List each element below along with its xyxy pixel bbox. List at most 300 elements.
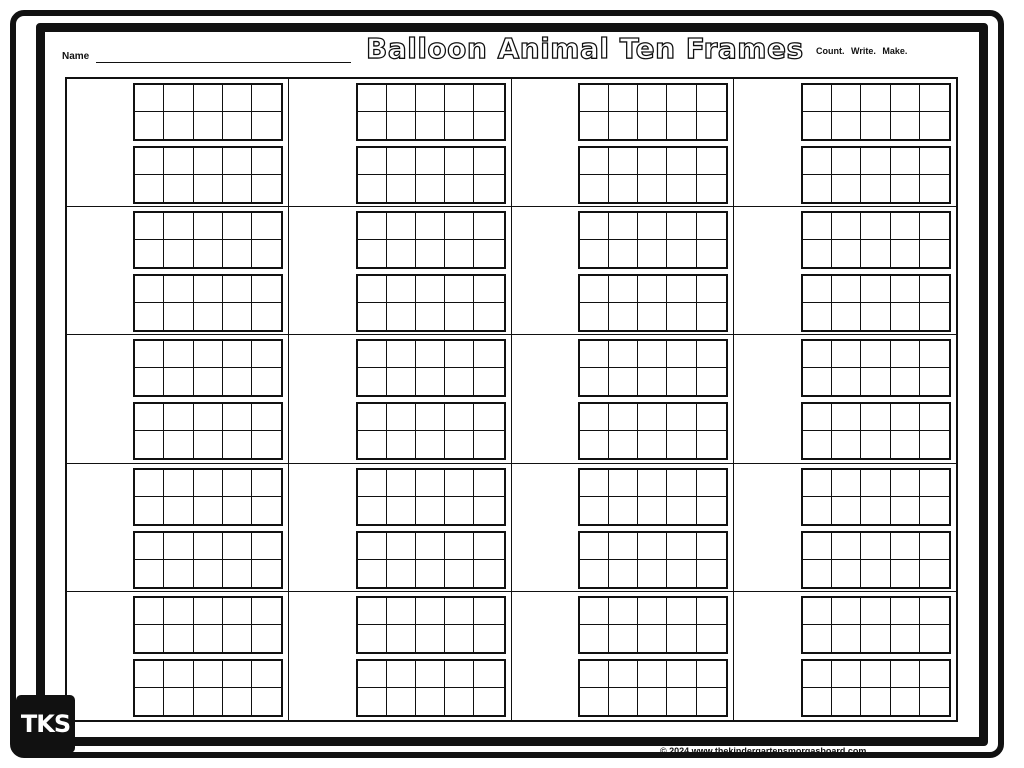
ten-frame-box (387, 240, 416, 267)
ten-frame-box (638, 560, 667, 587)
ten-frame-box (667, 368, 696, 395)
ten-frame (801, 531, 951, 589)
ten-frame-box (445, 431, 474, 458)
grid-cell (289, 207, 511, 335)
ten-frame-box (194, 368, 223, 395)
ten-frame-box (803, 368, 832, 395)
ten-frame-box (667, 598, 696, 625)
ten-frame-box (164, 497, 193, 524)
ten-frame-box (667, 404, 696, 431)
ten-frame-pair (801, 468, 951, 589)
ten-frame (133, 83, 283, 141)
ten-frame-box (135, 175, 164, 202)
ten-frame-box (387, 341, 416, 368)
ten-frame-box (194, 497, 223, 524)
ten-frame-box (920, 560, 949, 587)
ten-frame-box (223, 148, 252, 175)
ten-frame-box (832, 148, 861, 175)
ten-frame-box (223, 112, 252, 139)
ten-frame-box (891, 598, 920, 625)
ten-frame-pair (133, 339, 283, 460)
ten-frame-box (667, 560, 696, 587)
ten-frame-box (416, 276, 445, 303)
ten-frame-box (580, 276, 609, 303)
ten-frame-box (416, 341, 445, 368)
ten-frame-box (223, 303, 252, 330)
ten-frame-box (803, 85, 832, 112)
ten-frame-box (474, 404, 503, 431)
ten-frame-box (580, 85, 609, 112)
ten-frame-box (135, 303, 164, 330)
ten-frame (578, 659, 728, 717)
ten-frame-box (445, 368, 474, 395)
ten-frame-box (474, 148, 503, 175)
ten-frame-box (580, 213, 609, 240)
ten-frame-box (697, 497, 726, 524)
ten-frame-box (580, 688, 609, 715)
ten-frame-grid (65, 77, 958, 722)
ten-frame-box (474, 560, 503, 587)
ten-frame-box (638, 404, 667, 431)
ten-frame-box (164, 213, 193, 240)
ten-frame-box (223, 533, 252, 560)
ten-frame-box (861, 240, 890, 267)
ten-frame-box (358, 368, 387, 395)
ten-frame (133, 402, 283, 460)
ten-frame-box (891, 661, 920, 688)
ten-frame-box (891, 112, 920, 139)
ten-frame-box (474, 341, 503, 368)
ten-frame-box (697, 148, 726, 175)
ten-frame-box (803, 303, 832, 330)
ten-frame-box (580, 661, 609, 688)
ten-frame-box (223, 470, 252, 497)
ten-frame (133, 468, 283, 526)
ten-frame-box (803, 276, 832, 303)
ten-frame-box (474, 497, 503, 524)
ten-frame-box (667, 688, 696, 715)
ten-frame-box (135, 431, 164, 458)
ten-frame-box (861, 112, 890, 139)
ten-frame-box (832, 431, 861, 458)
ten-frame-box (609, 112, 638, 139)
ten-frame-box (252, 560, 281, 587)
ten-frame-box (803, 404, 832, 431)
ten-frame-box (697, 85, 726, 112)
ten-frame-box (445, 213, 474, 240)
ten-frame-box (667, 431, 696, 458)
ten-frame-box (920, 404, 949, 431)
ten-frame-box (920, 85, 949, 112)
ten-frame-box (194, 431, 223, 458)
ten-frame-box (387, 112, 416, 139)
ten-frame (801, 274, 951, 332)
ten-frame-box (358, 240, 387, 267)
ten-frame (801, 468, 951, 526)
ten-frame-box (387, 85, 416, 112)
ten-frame-box (252, 276, 281, 303)
ten-frame-box (697, 240, 726, 267)
ten-frame-box (861, 625, 890, 652)
ten-frame-box (609, 625, 638, 652)
ten-frame-box (580, 175, 609, 202)
ten-frame-box (358, 148, 387, 175)
ten-frame-box (638, 303, 667, 330)
ten-frame-box (638, 85, 667, 112)
ten-frame-box (416, 661, 445, 688)
ten-frame-box (891, 625, 920, 652)
ten-frame (356, 83, 506, 141)
ten-frame-box (135, 560, 164, 587)
ten-frame-box (609, 240, 638, 267)
ten-frame-box (920, 661, 949, 688)
ten-frame-box (832, 533, 861, 560)
ten-frame-box (638, 470, 667, 497)
ten-frame-box (667, 85, 696, 112)
ten-frame-box (920, 368, 949, 395)
ten-frame-box (638, 240, 667, 267)
grid-cell (289, 464, 511, 592)
ten-frame-box (252, 341, 281, 368)
ten-frame-pair (801, 339, 951, 460)
ten-frame-pair (356, 339, 506, 460)
ten-frame-box (223, 560, 252, 587)
ten-frame-box (697, 625, 726, 652)
ten-frame-box (832, 688, 861, 715)
ten-frame-box (387, 688, 416, 715)
ten-frame-box (832, 497, 861, 524)
ten-frame-box (194, 661, 223, 688)
instructions: Count. Write. Make. (816, 46, 908, 56)
ten-frame-box (638, 112, 667, 139)
ten-frame-box (194, 598, 223, 625)
ten-frame-box (803, 341, 832, 368)
ten-frame-box (164, 240, 193, 267)
ten-frame-box (580, 341, 609, 368)
grid-cell (512, 335, 734, 463)
ten-frame-box (474, 276, 503, 303)
ten-frame-box (135, 470, 164, 497)
ten-frame-box (861, 276, 890, 303)
grid-cell (512, 207, 734, 335)
ten-frame-box (697, 533, 726, 560)
ten-frame-box (803, 213, 832, 240)
ten-frame-box (445, 276, 474, 303)
grid-cell (67, 464, 289, 592)
ten-frame-box (135, 240, 164, 267)
ten-frame-box (223, 404, 252, 431)
ten-frame-box (194, 303, 223, 330)
ten-frame-box (580, 431, 609, 458)
ten-frame-box (861, 213, 890, 240)
ten-frame-box (697, 404, 726, 431)
ten-frame (133, 596, 283, 654)
ten-frame-box (252, 148, 281, 175)
ten-frame-box (223, 431, 252, 458)
ten-frame (801, 146, 951, 204)
ten-frame-box (609, 431, 638, 458)
ten-frame-box (194, 240, 223, 267)
ten-frame-box (638, 213, 667, 240)
ten-frame-box (580, 148, 609, 175)
ten-frame-box (609, 661, 638, 688)
ten-frame-box (358, 303, 387, 330)
ten-frame (578, 211, 728, 269)
ten-frame-box (891, 368, 920, 395)
ten-frame-box (387, 404, 416, 431)
ten-frame-box (474, 85, 503, 112)
ten-frame-box (697, 470, 726, 497)
ten-frame-box (135, 85, 164, 112)
ten-frame (801, 83, 951, 141)
ten-frame-box (832, 240, 861, 267)
ten-frame-box (135, 661, 164, 688)
ten-frame (578, 596, 728, 654)
ten-frame-box (861, 341, 890, 368)
ten-frame-box (194, 404, 223, 431)
ten-frame-box (135, 213, 164, 240)
ten-frame-box (891, 497, 920, 524)
ten-frame-box (164, 303, 193, 330)
ten-frame (578, 146, 728, 204)
ten-frame-box (194, 688, 223, 715)
ten-frame-box (667, 276, 696, 303)
ten-frame-box (445, 341, 474, 368)
ten-frame-box (135, 533, 164, 560)
ten-frame-box (832, 560, 861, 587)
ten-frame-box (891, 276, 920, 303)
ten-frame (356, 339, 506, 397)
ten-frame-box (861, 148, 890, 175)
ten-frame-box (387, 148, 416, 175)
ten-frame-box (387, 661, 416, 688)
grid-cell (67, 335, 289, 463)
ten-frame-box (358, 661, 387, 688)
ten-frame-box (416, 213, 445, 240)
ten-frame-box (387, 175, 416, 202)
ten-frame-box (387, 431, 416, 458)
ten-frame (801, 596, 951, 654)
ten-frame-box (252, 625, 281, 652)
ten-frame-box (638, 148, 667, 175)
ten-frame-pair (578, 339, 728, 460)
ten-frame-box (609, 148, 638, 175)
ten-frame (578, 83, 728, 141)
ten-frame-box (609, 598, 638, 625)
ten-frame-box (474, 598, 503, 625)
ten-frame-pair (356, 596, 506, 717)
ten-frame-box (609, 533, 638, 560)
ten-frame (801, 211, 951, 269)
ten-frame-box (445, 625, 474, 652)
ten-frame-box (832, 661, 861, 688)
ten-frame-box (667, 470, 696, 497)
ten-frame (356, 659, 506, 717)
ten-frame-box (387, 276, 416, 303)
ten-frame-box (803, 240, 832, 267)
ten-frame-box (358, 276, 387, 303)
ten-frame-box (920, 497, 949, 524)
ten-frame-box (667, 303, 696, 330)
ten-frame-box (358, 688, 387, 715)
ten-frame-box (861, 533, 890, 560)
ten-frame-box (920, 688, 949, 715)
ten-frame-box (580, 470, 609, 497)
grid-cell (512, 592, 734, 720)
ten-frame-box (445, 661, 474, 688)
ten-frame-box (920, 213, 949, 240)
grid-cell (512, 464, 734, 592)
ten-frame-box (387, 368, 416, 395)
ten-frame-box (697, 661, 726, 688)
worksheet-title: Balloon Animal Ten Frames (366, 32, 804, 65)
ten-frame (356, 211, 506, 269)
ten-frame-box (416, 240, 445, 267)
ten-frame-box (667, 148, 696, 175)
ten-frame-box (358, 175, 387, 202)
ten-frame-box (861, 431, 890, 458)
ten-frame-box (445, 85, 474, 112)
ten-frame-pair (356, 83, 506, 204)
ten-frame-box (252, 112, 281, 139)
ten-frame-box (135, 404, 164, 431)
ten-frame-pair (133, 211, 283, 332)
ten-frame-box (164, 431, 193, 458)
ten-frame-box (803, 533, 832, 560)
ten-frame-box (474, 303, 503, 330)
ten-frame-box (358, 625, 387, 652)
ten-frame-box (891, 303, 920, 330)
ten-frame-box (416, 303, 445, 330)
ten-frame-box (609, 497, 638, 524)
ten-frame-box (861, 404, 890, 431)
ten-frame-box (891, 533, 920, 560)
ten-frame-box (697, 112, 726, 139)
ten-frame (356, 402, 506, 460)
ten-frame-box (803, 688, 832, 715)
ten-frame-box (832, 470, 861, 497)
ten-frame-box (252, 533, 281, 560)
ten-frame-pair (356, 468, 506, 589)
ten-frame-box (609, 341, 638, 368)
ten-frame-box (387, 497, 416, 524)
ten-frame-box (803, 148, 832, 175)
ten-frame-box (135, 276, 164, 303)
ten-frame-box (638, 341, 667, 368)
ten-frame-box (164, 533, 193, 560)
ten-frame-box (861, 688, 890, 715)
ten-frame-box (832, 112, 861, 139)
ten-frame-box (223, 625, 252, 652)
ten-frame-box (609, 276, 638, 303)
ten-frame-box (135, 688, 164, 715)
ten-frame-box (223, 175, 252, 202)
ten-frame-box (580, 404, 609, 431)
ten-frame-box (832, 404, 861, 431)
ten-frame-box (445, 303, 474, 330)
ten-frame-box (252, 213, 281, 240)
ten-frame-box (697, 213, 726, 240)
ten-frame-box (667, 240, 696, 267)
ten-frame-box (358, 470, 387, 497)
ten-frame-box (920, 431, 949, 458)
ten-frame-box (445, 112, 474, 139)
ten-frame-box (252, 175, 281, 202)
ten-frame-box (891, 240, 920, 267)
ten-frame-box (387, 213, 416, 240)
ten-frame-box (358, 598, 387, 625)
ten-frame-box (223, 341, 252, 368)
ten-frame-box (164, 175, 193, 202)
ten-frame-box (164, 688, 193, 715)
ten-frame-box (697, 368, 726, 395)
ten-frame-box (164, 148, 193, 175)
ten-frame-box (416, 497, 445, 524)
ten-frame-box (416, 368, 445, 395)
ten-frame-box (803, 112, 832, 139)
ten-frame-box (803, 175, 832, 202)
ten-frame-box (832, 303, 861, 330)
ten-frame-box (194, 533, 223, 560)
ten-frame-box (358, 85, 387, 112)
ten-frame (578, 339, 728, 397)
ten-frame-box (223, 85, 252, 112)
ten-frame (356, 146, 506, 204)
ten-frame-box (920, 533, 949, 560)
ten-frame-pair (356, 211, 506, 332)
ten-frame-box (832, 175, 861, 202)
ten-frame-box (164, 661, 193, 688)
ten-frame-box (223, 368, 252, 395)
ten-frame-pair (578, 468, 728, 589)
copyright: © 2024 www.thekindergartensmorgasboard.com (660, 746, 867, 756)
ten-frame-box (164, 598, 193, 625)
ten-frame-box (580, 625, 609, 652)
ten-frame-box (861, 303, 890, 330)
ten-frame-box (416, 85, 445, 112)
grid-cell (734, 592, 956, 720)
ten-frame-box (194, 213, 223, 240)
ten-frame-box (416, 112, 445, 139)
ten-frame-box (861, 598, 890, 625)
ten-frame-box (891, 404, 920, 431)
ten-frame-box (803, 431, 832, 458)
ten-frame-box (252, 240, 281, 267)
ten-frame-box (580, 240, 609, 267)
ten-frame-box (638, 533, 667, 560)
ten-frame-box (697, 688, 726, 715)
ten-frame-box (667, 497, 696, 524)
ten-frame (133, 659, 283, 717)
ten-frame-box (580, 598, 609, 625)
ten-frame-box (445, 148, 474, 175)
ten-frame-box (164, 112, 193, 139)
ten-frame-box (638, 368, 667, 395)
grid-cell (67, 592, 289, 720)
grid-cell (289, 79, 511, 207)
ten-frame-box (580, 560, 609, 587)
ten-frame-box (194, 341, 223, 368)
grid-cell (734, 207, 956, 335)
ten-frame-box (164, 85, 193, 112)
ten-frame-box (416, 404, 445, 431)
ten-frame-box (920, 598, 949, 625)
ten-frame (133, 146, 283, 204)
ten-frame-box (920, 276, 949, 303)
ten-frame-box (920, 112, 949, 139)
ten-frame-box (358, 404, 387, 431)
ten-frame-box (358, 213, 387, 240)
